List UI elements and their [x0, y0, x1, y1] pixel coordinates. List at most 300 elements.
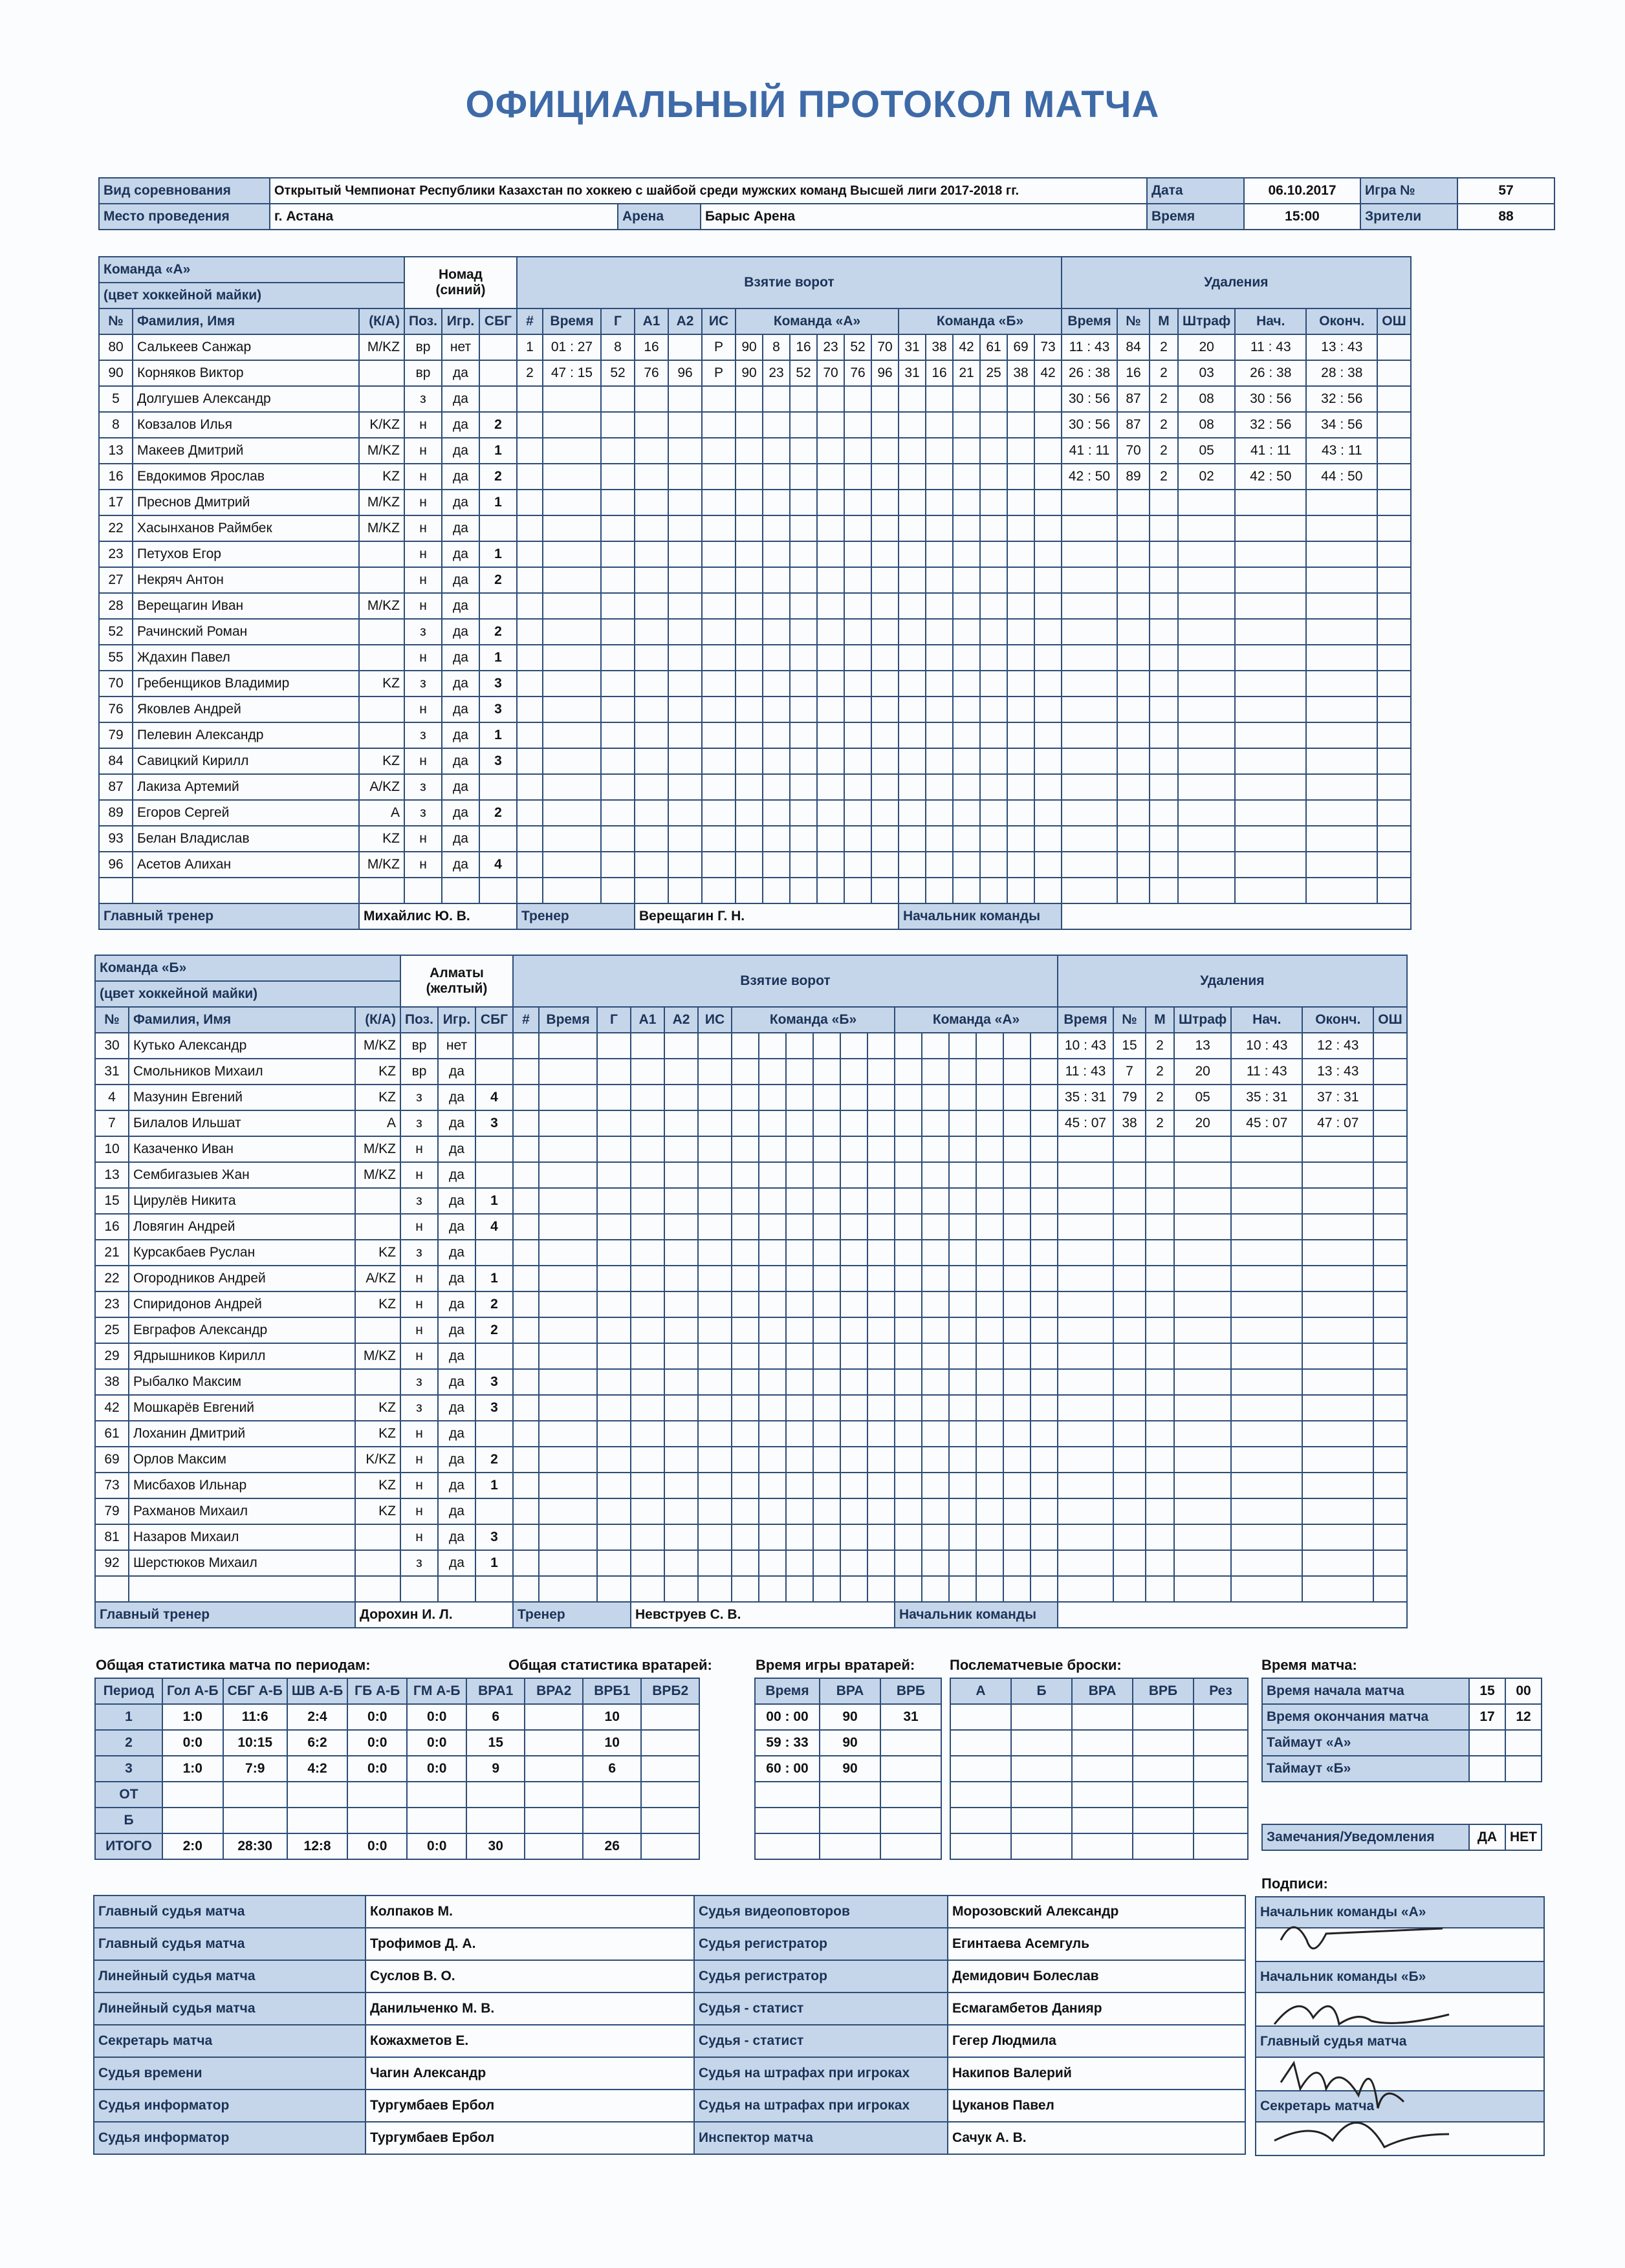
official-name: Чагин Александр — [365, 2057, 694, 2090]
player-cell: н — [404, 852, 442, 878]
pen-cell — [1377, 878, 1410, 903]
goal-cell — [980, 593, 1007, 619]
pen-cell — [1235, 748, 1306, 774]
goal-cell — [899, 748, 926, 774]
pen-start: 32 : 56 — [1235, 412, 1306, 438]
goal-cell — [922, 1085, 949, 1110]
goal-cell — [1034, 697, 1062, 722]
col-g: Г — [601, 308, 635, 334]
pen-cell — [1302, 1473, 1373, 1498]
pen-cell — [1302, 1240, 1373, 1266]
so-cell — [1011, 1756, 1072, 1782]
pen-cell — [1306, 697, 1377, 722]
goal-cell — [844, 748, 871, 774]
pen-cell — [1174, 1188, 1231, 1214]
goal-cell: 23 — [763, 360, 790, 386]
player-cell — [479, 334, 517, 360]
goal-cell — [895, 1240, 922, 1266]
goal-cell — [895, 1214, 922, 1240]
pen-cell: 02 — [1178, 464, 1235, 490]
table-row — [950, 1833, 1248, 1859]
goal-cell — [953, 412, 980, 438]
pen-cell — [1373, 1162, 1406, 1188]
goal-cell — [664, 1291, 698, 1317]
table-row — [99, 515, 1411, 541]
table-row — [1262, 1730, 1542, 1756]
goal-cell — [813, 1447, 840, 1473]
mt-label: Время окончания матча — [1262, 1704, 1469, 1730]
goal-cell — [840, 1524, 867, 1550]
goal-cell — [949, 1473, 976, 1498]
stats-col: Период — [95, 1678, 162, 1704]
player-cell: Смольников Михаил — [129, 1059, 355, 1085]
official-role: Судья на штрафах при игроках — [694, 2090, 948, 2122]
chief-label: Начальник команды — [899, 903, 1062, 929]
goal-cell — [817, 567, 844, 593]
goal-cell — [698, 1421, 732, 1447]
goal-cell — [664, 1550, 698, 1576]
goal-cell: 16 — [790, 334, 817, 360]
player-cell: 90 — [99, 360, 133, 386]
table-row — [99, 541, 1411, 567]
goal-cell — [1007, 722, 1034, 748]
pen-time: 30 : 56 — [1062, 386, 1117, 412]
pen-cell — [1150, 541, 1178, 567]
col-vr: Время — [543, 308, 601, 334]
pen-cell — [1150, 697, 1178, 722]
goal-cell — [597, 1473, 631, 1498]
pen-cell — [1377, 360, 1410, 386]
stats-cell: 6 — [583, 1756, 641, 1782]
date: 06.10.2017 — [1244, 178, 1360, 204]
gk-b: 31 — [880, 1704, 941, 1730]
goal-cell — [1031, 1395, 1058, 1421]
goal-cell — [840, 1447, 867, 1473]
pen-cell: 2 — [1146, 1085, 1174, 1110]
player-cell: да — [438, 1291, 475, 1317]
pen-cell — [1117, 852, 1150, 878]
stats-cell — [287, 1782, 347, 1808]
player-cell — [475, 1421, 513, 1447]
officials-table — [93, 1895, 1246, 2155]
pen-cell — [1377, 826, 1410, 852]
match-time-title: Время матча: — [1261, 1657, 1357, 1673]
signatures-title: Подписи: — [1261, 1875, 1328, 1892]
player-cell: Верещагин Иван — [133, 593, 359, 619]
goal-cell — [976, 1473, 1003, 1498]
spectators: 88 — [1457, 204, 1554, 230]
goal-cell — [698, 1214, 732, 1240]
goal-cell: 8 — [763, 334, 790, 360]
goal-cell — [922, 1291, 949, 1317]
pen-cell — [1062, 593, 1117, 619]
goal-cell — [922, 1162, 949, 1188]
player-cell — [404, 878, 442, 903]
player-cell: M/KZ — [359, 334, 404, 360]
goal-cell — [895, 1576, 922, 1602]
team-color: (желтый) — [426, 981, 488, 996]
table-row — [95, 1343, 1407, 1369]
goal-cell — [759, 1291, 786, 1317]
player-cell: 79 — [99, 722, 133, 748]
table-row — [95, 1059, 1407, 1085]
goal-cell — [736, 567, 763, 593]
goal-cell — [899, 567, 926, 593]
goal-cell — [922, 1033, 949, 1059]
goal-cell — [790, 826, 817, 852]
goal-cell — [926, 619, 953, 645]
stats-cell: 30 — [466, 1833, 525, 1859]
pen-start: 35 : 31 — [1231, 1085, 1302, 1110]
goal-cell — [922, 1369, 949, 1395]
goal-cell — [601, 774, 635, 800]
player-cell: да — [438, 1214, 475, 1240]
player-cell: Макеев Дмитрий — [133, 438, 359, 464]
trainer: Невструев С. В. — [631, 1602, 895, 1628]
chief — [1058, 1602, 1407, 1628]
goal-cell — [813, 1136, 840, 1162]
goal-cell — [668, 878, 702, 903]
pen-cell — [1174, 1240, 1231, 1266]
goal-cell — [899, 464, 926, 490]
pen-cell — [1302, 1343, 1373, 1369]
goal-cell — [635, 541, 668, 567]
player-cell: 1 — [479, 722, 517, 748]
goal-cell — [597, 1395, 631, 1421]
goal-cell — [732, 1473, 759, 1498]
goal-cell — [631, 1136, 664, 1162]
col-a1: А1 — [635, 308, 668, 334]
mt-label: Время начала матча — [1262, 1678, 1469, 1704]
goal-cell — [871, 619, 899, 645]
goal-cell — [631, 1033, 664, 1059]
so-cell — [950, 1833, 1011, 1859]
pen-cell — [1235, 774, 1306, 800]
player-cell: да — [438, 1162, 475, 1188]
player-cell: 3 — [475, 1110, 513, 1136]
goal-cell — [813, 1473, 840, 1498]
goal-cell — [539, 1110, 597, 1136]
pen-cell — [1062, 800, 1117, 826]
remarks-table — [1261, 1824, 1542, 1851]
pen-cell — [1058, 1162, 1113, 1188]
goal-cell — [1003, 1291, 1031, 1317]
pen-cell — [1113, 1369, 1146, 1395]
player-cell: вр — [400, 1059, 438, 1085]
stats-cell: 11:6 — [223, 1704, 287, 1730]
goal-cell — [980, 464, 1007, 490]
pen-cell — [1377, 645, 1410, 671]
goal-cell — [664, 1498, 698, 1524]
goal-cell — [601, 878, 635, 903]
goal-cell — [601, 748, 635, 774]
pen-cell — [1062, 619, 1117, 645]
player-cell: Огородников Андрей — [129, 1266, 355, 1291]
pen-cell — [1235, 541, 1306, 567]
goal-cell — [517, 748, 543, 774]
goal-cell — [732, 1059, 759, 1085]
pen-cell — [1174, 1291, 1231, 1317]
goal-cell — [790, 386, 817, 412]
pen-cell — [1235, 567, 1306, 593]
pen-cell — [1231, 1291, 1302, 1317]
goal-cell — [664, 1240, 698, 1266]
goal-cell: 16 — [926, 360, 953, 386]
goal-cell — [759, 1188, 786, 1214]
pen-cell — [1231, 1266, 1302, 1291]
goal-cell — [817, 697, 844, 722]
pen-cell — [1117, 619, 1150, 645]
stats-cell: 0:0 — [407, 1756, 466, 1782]
goal-cell — [922, 1473, 949, 1498]
goal-cell — [597, 1033, 631, 1059]
goal-cell — [698, 1291, 732, 1317]
goal-cell — [732, 1317, 759, 1343]
pen-cell — [1235, 800, 1306, 826]
stats-cell: 0:0 — [347, 1833, 407, 1859]
goal-cell — [790, 567, 817, 593]
goal-cell — [698, 1110, 732, 1136]
pen-cell — [1062, 826, 1117, 852]
goal-cell — [631, 1266, 664, 1291]
pen-cell: 79 — [1113, 1085, 1146, 1110]
pen-cell — [1174, 1576, 1231, 1602]
goal-cell — [953, 671, 980, 697]
player-cell: 93 — [99, 826, 133, 852]
goal-cell — [813, 1369, 840, 1395]
arena-label: Арена — [618, 204, 701, 230]
goal-cell — [517, 774, 543, 800]
goal-cell — [668, 567, 702, 593]
pen-time: 30 : 56 — [1062, 412, 1117, 438]
goal-cell — [1003, 1033, 1031, 1059]
stats-cell — [641, 1782, 699, 1808]
goal-cell — [871, 464, 899, 490]
goal-cell — [844, 438, 871, 464]
pen-cell — [1373, 1524, 1406, 1550]
official-name: Данильченко М. В. — [365, 1993, 694, 2025]
goal-cell — [1034, 490, 1062, 515]
goal-cell — [1031, 1162, 1058, 1188]
goal-cell — [763, 748, 790, 774]
goal-cell — [980, 774, 1007, 800]
table-row — [95, 1162, 1407, 1188]
col-pst: Нач. — [1231, 1007, 1302, 1033]
col-sbg: СБГ — [479, 308, 517, 334]
stats-cell: 1:0 — [162, 1704, 223, 1730]
goal-cell — [635, 386, 668, 412]
table-row — [95, 1214, 1407, 1240]
pen-cell — [1231, 1136, 1302, 1162]
player-cell: з — [400, 1395, 438, 1421]
table-row — [755, 1704, 941, 1730]
team-name: Алматы — [430, 966, 484, 980]
goal-cell — [759, 1033, 786, 1059]
player-cell: Шерстюков Михаил — [129, 1550, 355, 1576]
mt-h — [1469, 1756, 1505, 1782]
goal-cell: 70 — [817, 360, 844, 386]
goal-cell — [840, 1369, 867, 1395]
goal-cell — [899, 412, 926, 438]
goal-cell: 90 — [736, 360, 763, 386]
pen-cell — [1150, 852, 1178, 878]
pen-cell — [1062, 567, 1117, 593]
player-cell: Петухов Егор — [133, 541, 359, 567]
pen-cell — [1302, 1162, 1373, 1188]
pen-cell — [1058, 1369, 1113, 1395]
goal-cell — [840, 1498, 867, 1524]
goal-cell — [922, 1110, 949, 1136]
goal-cell — [513, 1550, 539, 1576]
goal-cell — [668, 645, 702, 671]
pen-time: 26 : 38 — [1062, 360, 1117, 386]
pen-cell — [1058, 1317, 1113, 1343]
pen-cell — [1178, 748, 1235, 774]
goal-cell — [601, 515, 635, 541]
col-pm: М — [1150, 308, 1178, 334]
player-cell: да — [438, 1369, 475, 1395]
goal-cell — [976, 1524, 1003, 1550]
player-cell: 73 — [95, 1473, 129, 1498]
stats-cell: 0:0 — [347, 1756, 407, 1782]
table-row — [94, 2122, 1245, 2154]
pen-cell — [1146, 1421, 1174, 1447]
pen-cell: 2 — [1146, 1033, 1174, 1059]
goal-cell — [736, 826, 763, 852]
player-cell: н — [404, 748, 442, 774]
goal-cell — [1031, 1291, 1058, 1317]
pen-cell — [1117, 515, 1150, 541]
goal-cell — [895, 1369, 922, 1395]
player-cell — [355, 1214, 400, 1240]
goal-cell — [1031, 1033, 1058, 1059]
pen-cell — [1146, 1136, 1174, 1162]
player-cell: 84 — [99, 748, 133, 774]
goal-cell — [702, 464, 736, 490]
pen-time: 10 : 43 — [1058, 1033, 1113, 1059]
table-row — [99, 438, 1411, 464]
goal-cell — [817, 619, 844, 645]
goal-cell — [668, 515, 702, 541]
goal-cell — [698, 1369, 732, 1395]
pen-time: 11 : 43 — [1058, 1059, 1113, 1085]
goal-cell — [817, 645, 844, 671]
goal-cell — [517, 619, 543, 645]
goal-cell — [736, 697, 763, 722]
player-cell: да — [438, 1240, 475, 1266]
player-cell: н — [404, 593, 442, 619]
team-color: (синий) — [435, 283, 486, 297]
pen-cell — [1117, 490, 1150, 515]
goal-cell — [539, 1085, 597, 1110]
pen-cell — [1146, 1395, 1174, 1421]
goal-cell — [763, 438, 790, 464]
goal-cell — [759, 1473, 786, 1498]
goal-cell — [698, 1447, 732, 1473]
goal-cell — [635, 722, 668, 748]
period-stats-title: Общая статистика матча по периодам: — [96, 1657, 371, 1673]
goal-cell — [953, 567, 980, 593]
goal-cell — [1007, 645, 1034, 671]
goal-cell — [631, 1162, 664, 1188]
goal-cell — [763, 567, 790, 593]
goal-cell — [513, 1447, 539, 1473]
goal-cell — [871, 490, 899, 515]
official-name: Колпаков М. — [365, 1895, 694, 1928]
goal-cell — [631, 1550, 664, 1576]
pen-cell — [1174, 1369, 1231, 1395]
goal-cell — [871, 722, 899, 748]
player-cell — [475, 1240, 513, 1266]
goal-cell — [786, 1550, 813, 1576]
goal-cell — [517, 800, 543, 826]
player-cell: да — [438, 1188, 475, 1214]
player-cell: 4 — [475, 1214, 513, 1240]
goal-cell — [817, 386, 844, 412]
goal-cell: 90 — [736, 334, 763, 360]
goal-cell — [817, 515, 844, 541]
goal-cell: 31 — [899, 360, 926, 386]
goal-cell — [790, 774, 817, 800]
goal-cell — [601, 826, 635, 852]
pen-cell — [1058, 1524, 1113, 1550]
pen-cell — [1235, 826, 1306, 852]
pen-cell — [1113, 1188, 1146, 1214]
goal-cell — [763, 671, 790, 697]
so-cell — [1072, 1833, 1133, 1859]
stats-col: ВРБ1 — [583, 1678, 641, 1704]
player-cell: KZ — [355, 1085, 400, 1110]
pen-cell — [1178, 515, 1235, 541]
trainer: Верещагин Г. Н. — [635, 903, 899, 929]
table-row — [95, 1704, 699, 1730]
player-cell: 1 — [479, 490, 517, 515]
pen-cell — [1178, 774, 1235, 800]
goal-cell — [702, 852, 736, 878]
goal-cell — [949, 1576, 976, 1602]
goal-cell — [844, 774, 871, 800]
table-row — [99, 334, 1411, 360]
table-row — [99, 697, 1411, 722]
pen-cell — [1231, 1421, 1302, 1447]
pen-end: 28 : 38 — [1306, 360, 1377, 386]
goal-cell — [513, 1291, 539, 1317]
goal-cell — [867, 1188, 895, 1214]
goal-cell — [702, 826, 736, 852]
goal-cell — [1034, 541, 1062, 567]
pen-cell — [1058, 1343, 1113, 1369]
player-cell — [479, 360, 517, 386]
pen-cell — [1235, 722, 1306, 748]
goal-cell — [895, 1524, 922, 1550]
goal-cell: 96 — [871, 360, 899, 386]
arena: Барыс Арена — [701, 204, 1147, 230]
goal-cell — [1034, 386, 1062, 412]
goal-cell — [631, 1473, 664, 1498]
so-cell — [1072, 1730, 1133, 1756]
so-cell — [1011, 1833, 1072, 1859]
pen-cell: 2 — [1150, 386, 1178, 412]
goal-cell — [1003, 1498, 1031, 1524]
stats-cell — [525, 1704, 583, 1730]
goal-cell — [953, 878, 980, 903]
col-pt: Время — [1062, 308, 1117, 334]
goal-cell — [664, 1110, 698, 1136]
goal-cell — [631, 1498, 664, 1524]
player-cell — [355, 1550, 400, 1576]
player-cell: Орлов Максим — [129, 1447, 355, 1473]
goal-cell — [597, 1162, 631, 1188]
